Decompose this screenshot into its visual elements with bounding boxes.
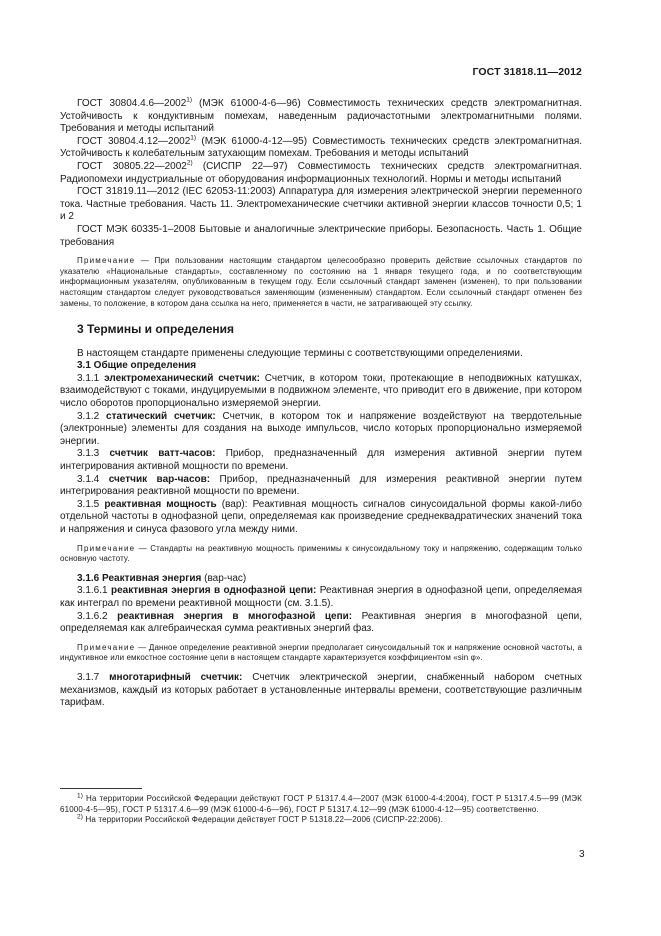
reference-item: ГОСТ 31819.11—2012 (IEC 62053-11:2003) Аппаратура для измерения электрической энергии переменного тока. Частные требования. Часть 11. Электромеханические счетчики активной энергии классов точности 0,5; 1 и 2 [60, 186, 582, 223]
section-heading: 3 Термины и определения [77, 322, 235, 337]
term-definition: 3.1.3 счетчик ватт-часов: Прибор, предназначенный для измерения активной энергии путем интегрирования активной мощности по времени. [60, 448, 582, 473]
reference-item: ГОСТ 30805.22—2002$^{2)}$ (СИСПР 22—97) Совместимость технических средств электромагнитная. Радиопомехи индустриальные от оборудования информационных технологий. Нормы и методы испытаний [60, 159, 582, 185]
footnote: $^{1)}$ На территории Российской Федерации действуют ГОСТ Р 51317.4.4—2007 (МЭК 61000-4-4:2004), ГОСТ Р 51317.4.5—99 (МЭК 61000-4-5—95), ГОСТ Р 51317.4.6—99 (МЭК 61000-4-6—96), ГОСТ Р 51317.4.12—99 (МЭК 61000-4-12—95) соответственно. [60, 792, 582, 814]
term-definition: 3.1.7 многотарифный счетчик: Счетчик электрической энергии, снабженный набором счетных механизмов, каждый из которых работает в установленные интервалы времени, соответствующие различным тарифам. [60, 671, 582, 709]
section-intro: В настоящем стандарте применены следующие термины с соответствующими определениями. [77, 347, 523, 359]
term-definition: 3.1.6 Реактивная энергия (вар-час) [77, 572, 247, 584]
document-header: ГОСТ 31818.11—2012 [472, 66, 582, 78]
reference-item: ГОСТ 30804.4.12—2002$^{1)}$ (МЭК 61000-4-12—95) Совместимость технических средств электромагнитная. Устойчивость к колебательным затухающим помехам. Требования и методы испытаний [60, 134, 583, 160]
term-definition: 3.1.4 счетчик вар-часов: Прибор, предназначенный для измерения реактивной энергии путем интегрирования реактивной мощности по времени. [60, 473, 582, 498]
reference-item: ГОСТ 30804.4.6—2002$^{1)}$ (МЭК 61000-4-6—96) Совместимость технических средств электромагнитная. Устойчивость к кондуктивным помехам, наведенным радиочастотными электромагнитными полями. Требования и методы испытаний [60, 96, 582, 135]
subsection-heading: 3.1 Общие определения [77, 360, 197, 372]
note-reactive-power: Примечание — Стандарты на реактивную мощность применимы к синусоидальному току и напряжению, содержащим только основную частоту. [60, 543, 582, 564]
term-definition: 3.1.2 статический счетчик: Счетчик, в котором ток и напряжение воздействуют на твердотельные (электронные) элементы для создания на выходе импульсов, число которых пропорционально измеряемой энергии. [60, 410, 582, 447]
reference-item: ГОСТ МЭК 60335-1–2008 Бытовые и аналогичные электрические приборы. Безопасность. Часть 1. Общие требования [60, 223, 582, 248]
footnote: $^{2)}$ На территории Российской Федерации действует ГОСТ Р 51318.22—2006 (СИСПР-22:2006). [77, 813, 443, 825]
page-number: 3 [579, 849, 585, 860]
note-reactive-energy: Примечание — Данное определение реактивной энергии предполагает синусоидальный ток и напряжение основной частоты, а индуктивное или емкостное состояние цепи в настоящем стандарте характеризуется коэффициентом «sin φ». [60, 642, 582, 663]
note-references: Примечание — При пользовании настоящим стандартом целесообразно проверить действие ссылочных стандартов по указателю «Национальные стандарты», составленному по состоянию на 1 января текущего года, и по соответствующим информационным указателям, опубликованным в текущем году. Если ссылочный стандарт заменен (изменен), то при пользовании настоящим стандартом следует руководствоваться заменяющим (измененным) стандартом. Если ссылочный стандарт отменен без замены, то положение, в котором дана ссылка на него, применяется в части, не затрагивающей эту ссылку. [60, 256, 582, 308]
footnotes [60, 788, 582, 826]
term-definition: 3.1.6.2 реактивная энергия в многофазной цепи: Реактивная энергия в многофазной цепи, определяемая как алгебраическая сумма реактивных энергий фаз. [60, 610, 583, 635]
term-definition: 3.1.1 электромеханический счетчик: Счетчик, в котором токи, протекающие в неподвижных катушках, взаимодействуют с токами, индуцируемыми в подвижном элементе, что приводит его в движение, при котором число оборотов пропорционально измеряемой энергии. [60, 372, 582, 410]
term-definition: 3.1.5 реактивная мощность (вар): Реактивная мощность сигналов синусоидальной формы какой-либо отдельной частоты в однофазной цепи, определяемая как произведение среднеквадратических значений тока и напряжения и синуса фазового угла между ними. [60, 498, 582, 535]
footnote-divider [60, 788, 142, 789]
term-definition: 3.1.6.1 реактивная энергия в однофазной цепи: Реактивная энергия в однофазной цепи, определяемая как интеграл по времени реактивной мощности (см. 3.1.5). [60, 585, 583, 609]
main-content [60, 98, 582, 710]
